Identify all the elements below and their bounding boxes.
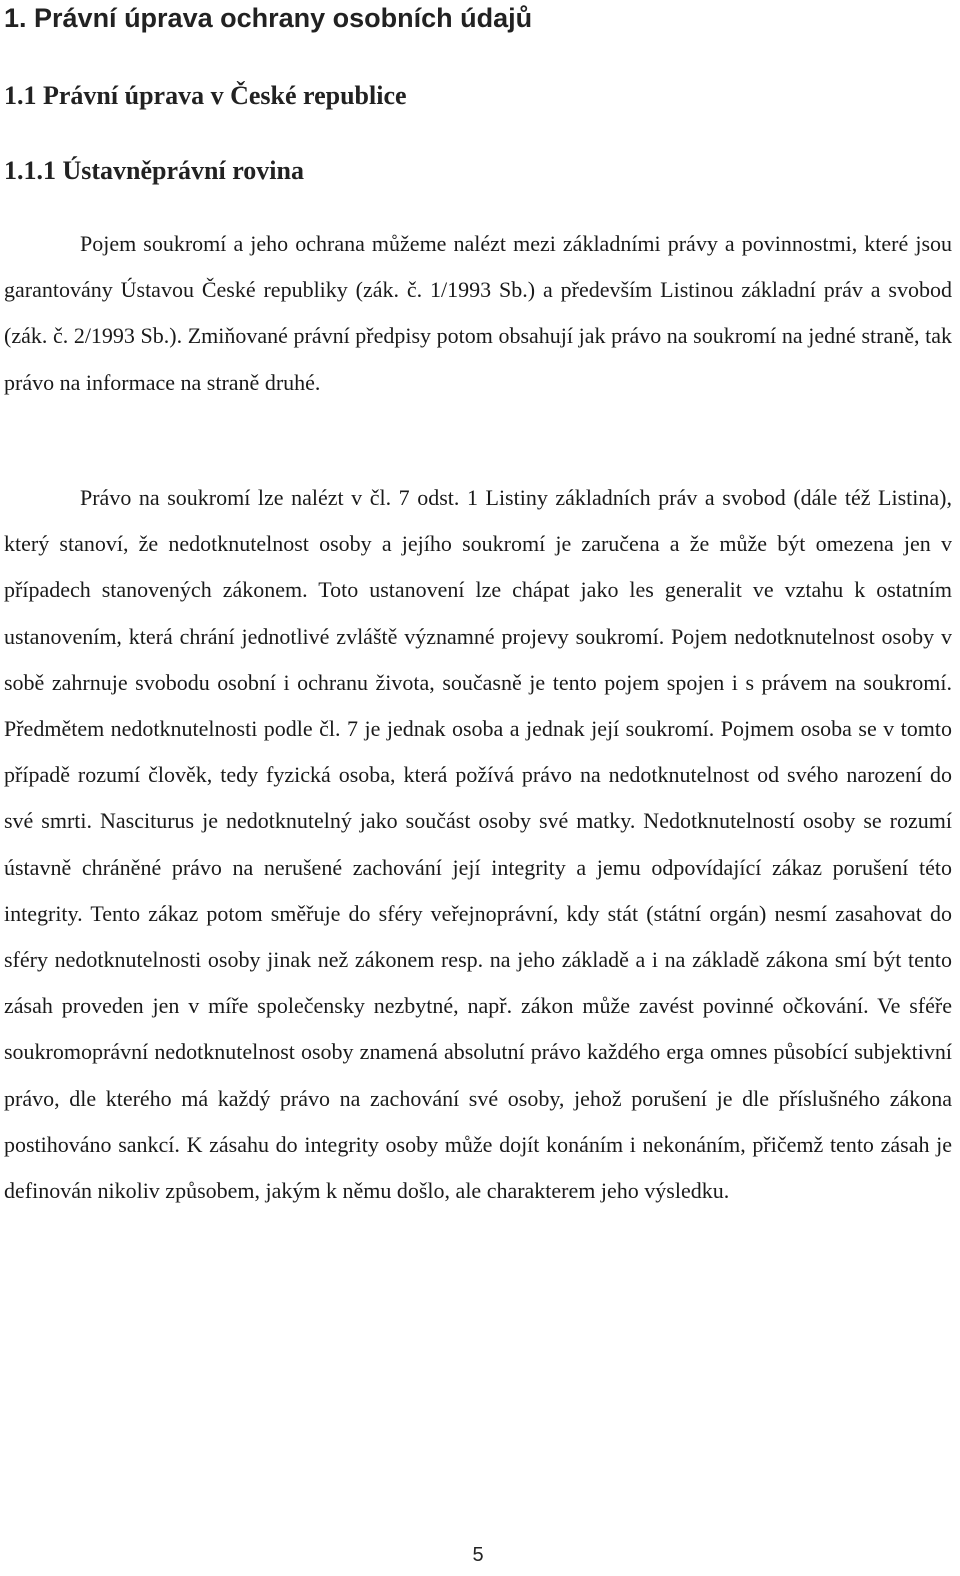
chapter-heading: 1. Právní úprava ochrany osobních údajů bbox=[4, 3, 533, 33]
page-number: 5 bbox=[472, 1544, 484, 1566]
subsection-heading: 1.1.1 Ústavněprávní rovina bbox=[4, 156, 304, 185]
paragraph-1: Pojem soukromí a jeho ochrana můžeme nalézt mezi základními právy a povinnostmi, které jsou garantovány Ústavou České republiky (zák. č. 1/1993 Sb.) a především Listinou základní práv a svobod (zák. č. 2/1993 Sb.). Zmiňované právní předpisy potom obsahují jak právo na soukromí na jedné straně, tak právo na informace na straně druhé. bbox=[4, 231, 952, 395]
paragraph-2: Právo na soukromí lze nalézt v čl. 7 odst. 1 Listiny základních práv a svobod (dále též Listina), který stanoví, že nedotknutelnost osoby a jejího soukromí je zaručena a že může být omezena jen v případech stanovených zákonem. Toto ustanovení lze chápat jako les generalit ve vztahu k ostatním ustanovením, která chrání jednotlivé zvláště významné projevy soukromí. Pojem nedotknutelnost osoby v sobě zahrnuje svobodu osobní i ochranu života, současně je tento pojem spojen i s právem na soukromí. Předmětem nedotknutelnosti podle čl. 7 je jednak osoba a jednak její soukromí. Pojmem osoba se v tomto případě rozumí člověk, tedy fyzická osoba, která požívá právo na nedotknutelnost od svého narození do své smrti. Nasciturus je nedotknutelný jako součást osoby své matky. Nedotknutelností osoby se rozumí ústavně chráněné právo na nerušené zachování její integrity a jemu odpovídající zákaz porušení této integrity. Tento zákaz potom směřuje do sféry veřejnoprávní, kdy stát (státní orgán) nesmí zasahovat do sféry nedotknutelnosti osoby jinak než zákonem resp. na jeho základě a i na základě zákona smí být tento zásah proveden jen v míře společensky nezbytné, např. zákon může zavést povinné očkování. Ve sféře soukromoprávní nedotknutelnost osoby znamená absolutní právo každého erga omnes působící subjektivní právo, dle kterého má každý právo na zachování své osoby, jehož porušení je dle příslušného zákona postihováno sankcí. K zásahu do integrity osoby může dojít konáním i nekonáním, přičemž tento zásah je definován nikoliv způsobem, jakým k němu došlo, ale charakterem jeho výsledku. bbox=[4, 485, 952, 1204]
section-heading: 1.1 Právní úprava v České republice bbox=[4, 81, 407, 110]
